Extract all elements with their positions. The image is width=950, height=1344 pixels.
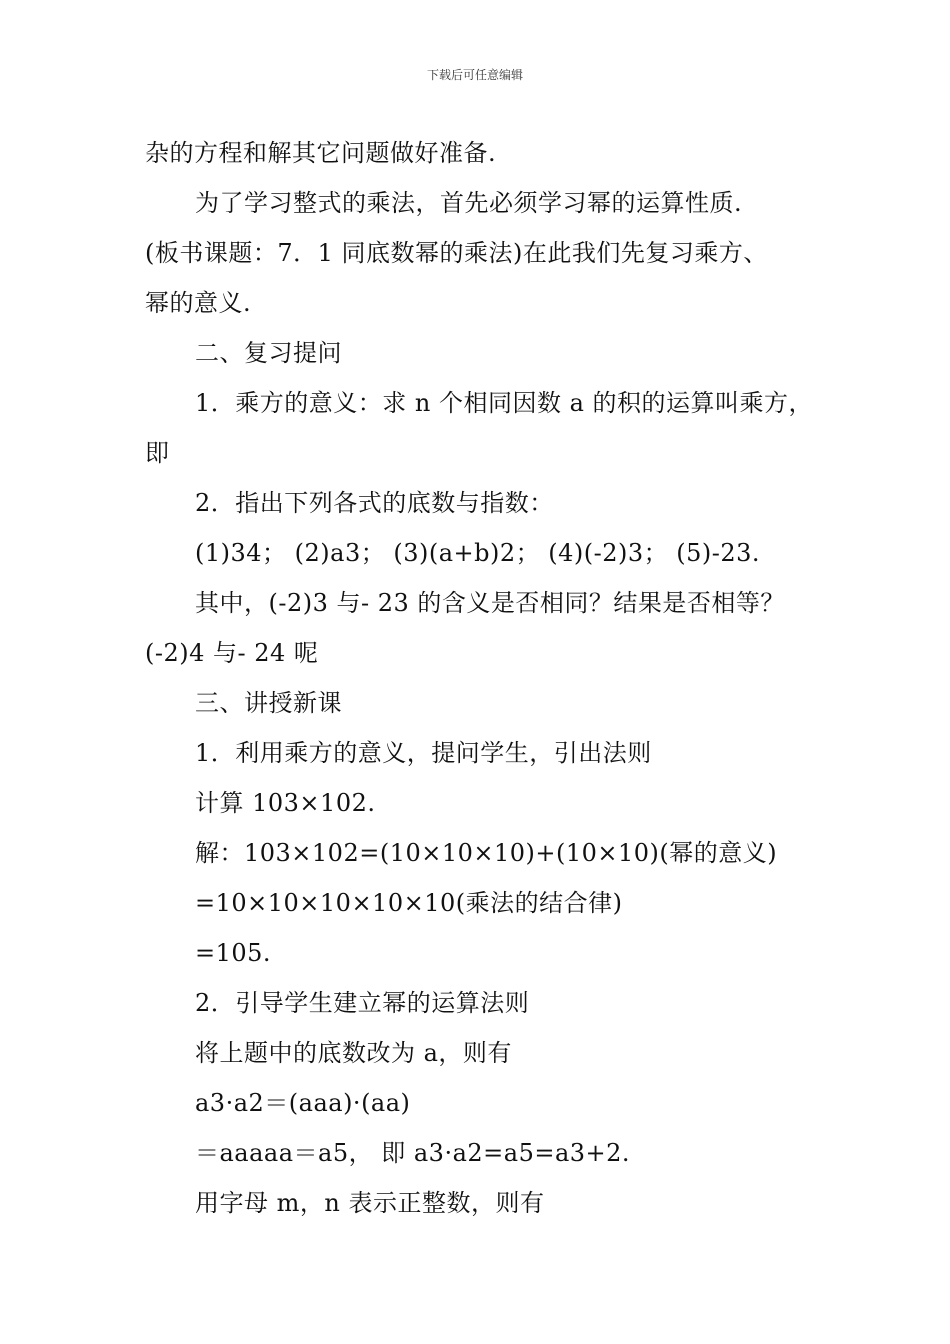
document-body (145, 128, 825, 1228)
page-header: 下载后可任意编辑 (426, 68, 523, 82)
text-line: 其中，(-2)3 与- 23 的含义是否相同？结果是否相等？ (195, 589, 785, 617)
text-line: a3·a2＝(aaa)·(aa) (195, 1089, 411, 1117)
text-line: (-2)4 与- 24 呢 (145, 639, 319, 667)
text-line: ＝aaaaa＝a5， 即 a3·a2=a5=a3+2. (195, 1139, 631, 1167)
text-line: 计算 103×102. (195, 789, 376, 817)
text-line: 2．引导学生建立幂的运算法则 (195, 989, 530, 1017)
section-heading: 三、讲授新课 (195, 689, 342, 717)
text-line: 解：103×102=(10×10×10)+(10×10)(幂的意义) (195, 839, 778, 867)
text-line: (板书课题：7．1 同底数幂的乘法)在此我们先复习乘方、 (145, 239, 768, 267)
section-heading: 二、复习提问 (195, 339, 342, 367)
text-line: 杂的方程和解其它问题做好准备. (145, 139, 497, 167)
text-line: 1．乘方的意义：求 n 个相同因数 a 的积的运算叫乘方， (195, 389, 814, 417)
text-line: 用字母 m，n 表示正整数，则有 (195, 1189, 545, 1217)
text-line: 1．利用乘方的意义，提问学生，引出法则 (195, 739, 652, 767)
text-line: =105. (195, 939, 272, 967)
text-line: 2．指出下列各式的底数与指数： (195, 489, 554, 517)
text-line: 为了学习整式的乘法，首先必须学习幂的运算性质. (195, 189, 743, 217)
text-line: =10×10×10×10×10(乘法的结合律) (195, 889, 623, 917)
text-line: 即 (145, 439, 170, 467)
text-line: 将上题中的底数改为 a，则有 (195, 1039, 512, 1067)
text-line: 幂的意义. (145, 289, 252, 317)
text-line: (1)34； (2)a3； (3)(a+b)2； (4)(-2)3； (5)-23. (195, 539, 761, 567)
